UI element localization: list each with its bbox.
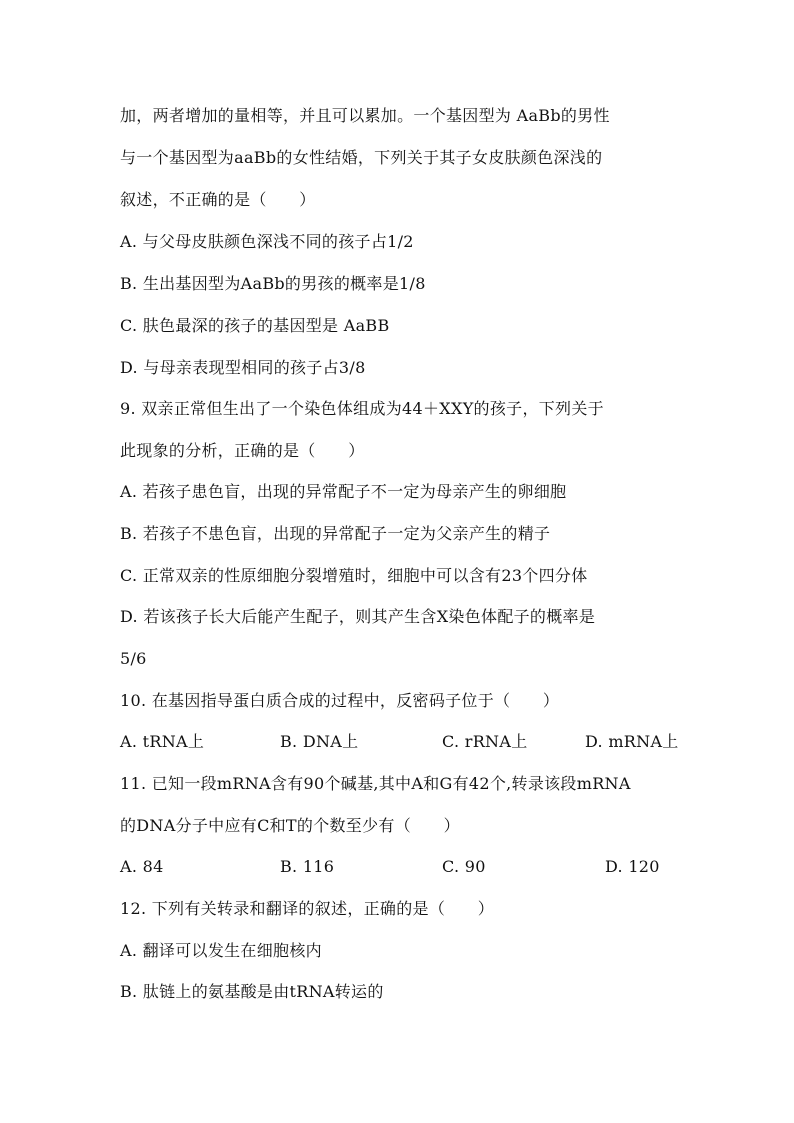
q9-option-b: B. 若孩子不患色盲，出现的异常配子一定为父亲产生的精子 bbox=[120, 524, 551, 543]
q11-stem-line-1: 11. 已知一段mRNA含有90个碱基,其中A和G有42个,转录该段mRNA bbox=[120, 774, 631, 793]
q8-option-b: B. 生出基因型为AaBb的男孩的概率是1/8 bbox=[120, 274, 426, 293]
q11-option-b: B. 116 bbox=[280, 857, 335, 876]
q10-option-a: A. tRNA上 bbox=[120, 732, 205, 751]
q11-option-d: D. 120 bbox=[605, 857, 660, 876]
q8-stem-line-3: 叙述，不正确的是（ ） bbox=[120, 190, 316, 209]
q8-option-c: C. 肤色最深的孩子的基因型是 AaBB bbox=[120, 316, 390, 335]
q11-option-a: A. 84 bbox=[120, 857, 164, 876]
q8-stem-line-2: 与一个基因型为aaBb的女性结婚，下列关于其子女皮肤颜色深浅的 bbox=[120, 148, 603, 167]
q8-option-a: A. 与父母皮肤颜色深浅不同的孩子占1/2 bbox=[120, 232, 414, 251]
q8-stem-line-1: 加，两者增加的量相等，并且可以累加。一个基因型为 AaBb的男性 bbox=[120, 106, 610, 125]
q9-option-a: A. 若孩子患色盲，出现的异常配子不一定为母亲产生的卵细胞 bbox=[120, 482, 567, 501]
q11-options bbox=[120, 856, 680, 878]
q11-stem-line-2: 的DNA分子中应有C和T的个数至少有（ ） bbox=[120, 816, 460, 835]
q9-stem-line-1: 9. 双亲正常但生出了一个染色体组成为44＋XXY的孩子，下列关于 bbox=[120, 399, 604, 418]
q12-option-b: B. 肽链上的氨基酸是由tRNA转运的 bbox=[120, 982, 384, 1001]
q11-option-c: C. 90 bbox=[442, 857, 486, 876]
q9-option-d-continued: 5/6 bbox=[120, 649, 147, 668]
q10-option-b: B. DNA上 bbox=[280, 732, 359, 751]
q10-options bbox=[120, 731, 680, 753]
q12-option-a: A. 翻译可以发生在细胞核内 bbox=[120, 941, 322, 960]
q10-option-d: D. mRNA上 bbox=[585, 732, 679, 751]
q9-option-d: D. 若该孩子长大后能产生配子，则其产生含X染色体配子的概率是 bbox=[120, 607, 596, 626]
q10-stem: 10. 在基因指导蛋白质合成的过程中，反密码子位于（ ） bbox=[120, 691, 560, 710]
q9-option-c: C. 正常双亲的性原细胞分裂增殖时，细胞中可以含有23个四分体 bbox=[120, 566, 588, 585]
q8-option-d: D. 与母亲表现型相同的孩子占3/8 bbox=[120, 358, 366, 377]
q9-stem-line-2: 此现象的分析，正确的是（ ） bbox=[120, 441, 365, 460]
q10-option-c: C. rRNA上 bbox=[442, 732, 528, 751]
q12-stem: 12. 下列有关转录和翻译的叙述，正确的是（ ） bbox=[120, 899, 495, 918]
